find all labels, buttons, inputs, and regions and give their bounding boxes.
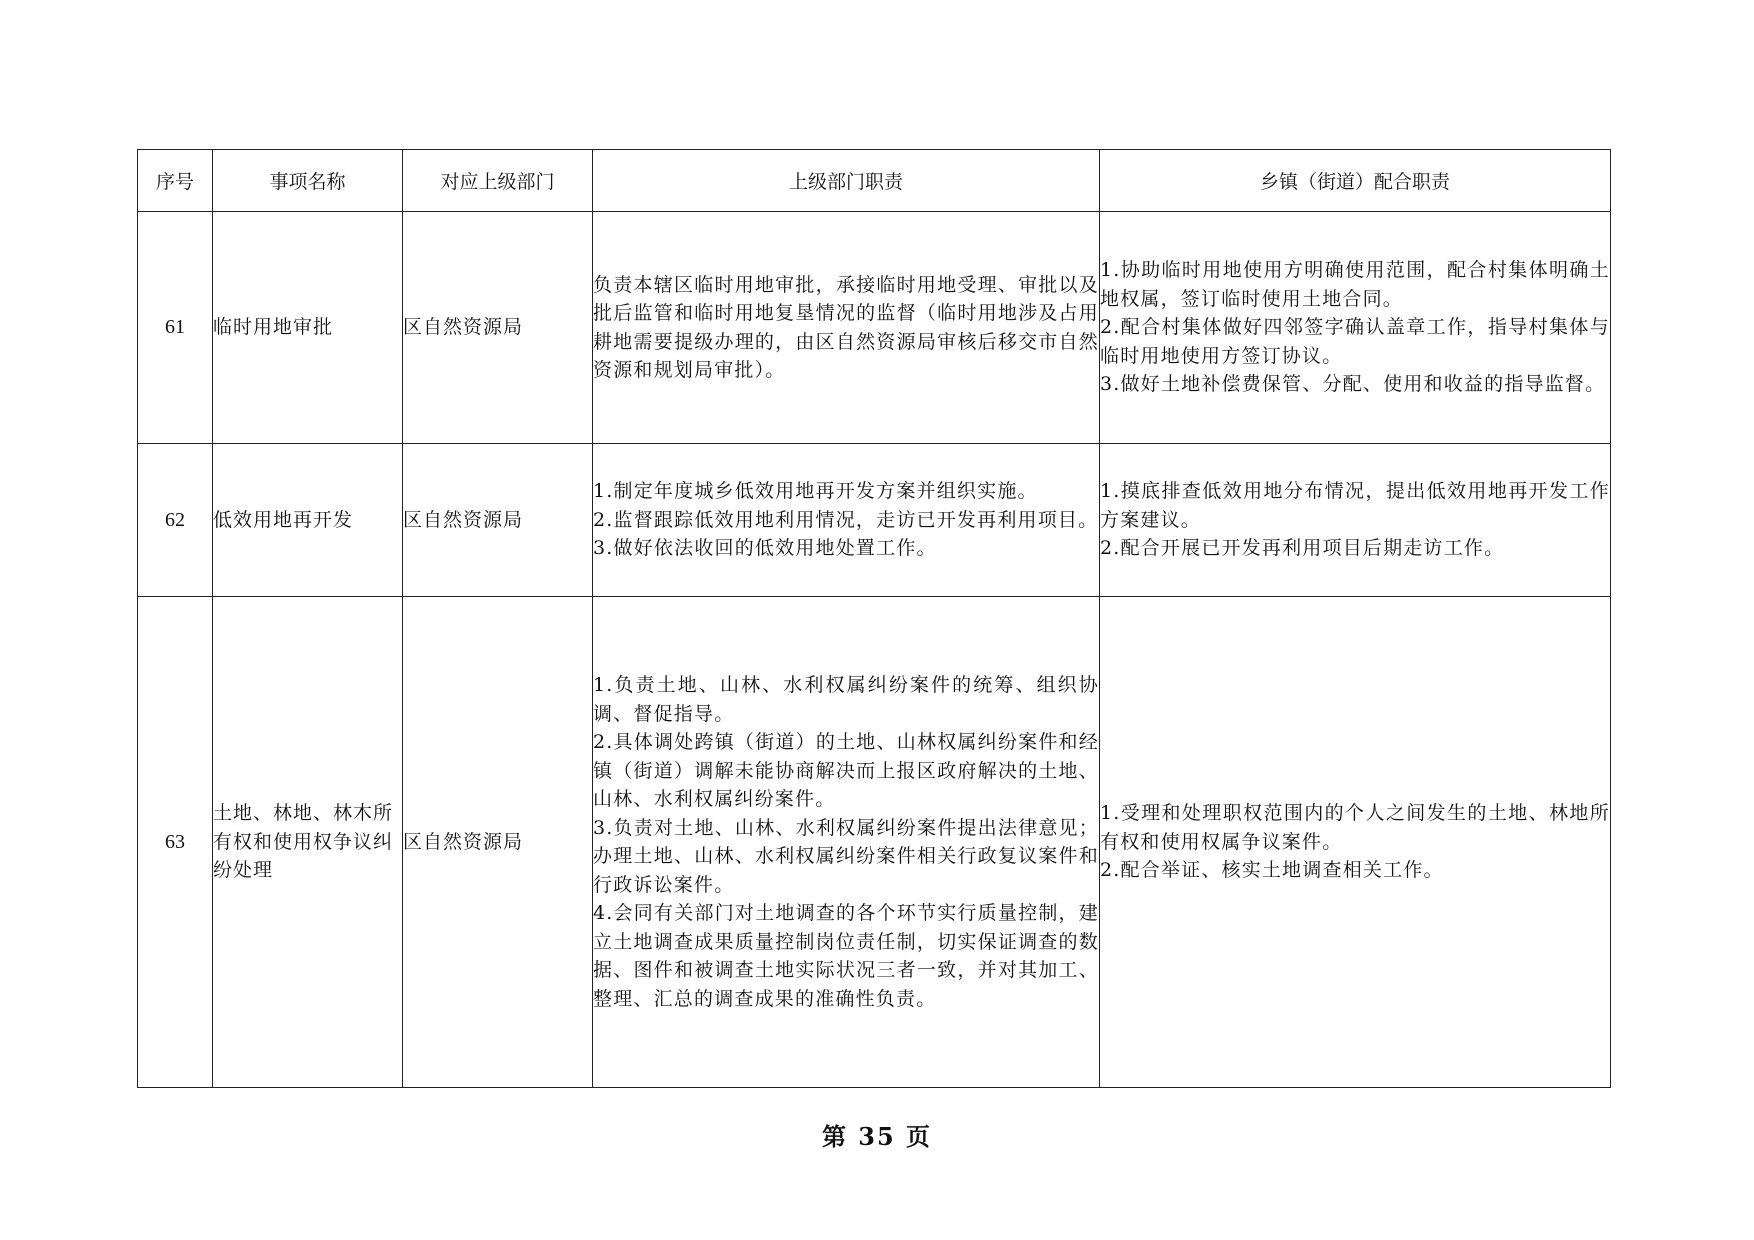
upper-duty-item: 2.具体调处跨镇（街道）的土地、山林权属纠纷案件和经镇（街道）调解未能协商解决而上报区政府解决的土地、山林、水利权属纠纷案件。	[593, 731, 1099, 810]
item-name: 土地、林地、林木所有权和使用权争议纠纷处理	[213, 597, 403, 1088]
upper-duty-item: 4.会同有关部门对土地调查的各个环节实行质量控制，建立土地调查成果质量控制岗位责任制，切实保证调查的数据、图件和被调查土地实际状况三者一致，并对其加工、整理、汇总的调查成果的准确性负责。	[593, 902, 1099, 1010]
town-duty-item: 3.做好土地补偿费保管、分配、使用和收益的指导监督。	[1100, 373, 1606, 396]
upper-duty: 负责本辖区临时用地审批，承接临时用地受理、审批以及批后监管和临时用地复垦情况的监督（临时用地涉及占用耕地需要提级办理的，由区自然资源局审核后移交市自然资源和规划局审批）。	[593, 212, 1100, 444]
header-name: 事项名称	[213, 150, 403, 212]
page-number: 第 35 页	[821, 1122, 933, 1151]
upper-duty-item: 1.制定年度城乡低效用地再开发方案并组织实施。	[593, 480, 1038, 503]
header-no: 序号	[138, 150, 213, 212]
upper-duty-item: 1.负责土地、山林、水利权属纠纷案件的统筹、组织协调、督促指导。	[593, 674, 1099, 725]
header-town-duty: 乡镇（街道）配合职责	[1100, 150, 1611, 212]
upper-duty-item: 2.监督跟踪低效用地利用情况，走访已开发再利用项目。	[593, 508, 1099, 531]
town-duty	[1100, 444, 1611, 597]
upper-duty	[593, 597, 1100, 1088]
town-duty-item: 2.配合开展已开发再利用项目后期走访工作。	[1100, 537, 1505, 560]
town-duty-item: 1.受理和处理职权范围内的个人之间发生的土地、林地所有权和使用权属争议案件。	[1100, 802, 1610, 853]
upper-duty-item: 3.负责对土地、山林、水利权属纠纷案件提出法律意见；办理土地、山林、水利权属纠纷案件相关行政复议案件和行政诉讼案件。	[593, 816, 1099, 896]
department: 区自然资源局	[403, 597, 593, 1088]
department: 区自然资源局	[403, 212, 593, 444]
town-duty-item: 2.配合举证、核实土地调查相关工作。	[1100, 859, 1444, 882]
header-dept: 对应上级部门	[403, 150, 593, 212]
table-row	[138, 597, 1611, 1088]
town-duty-item: 1.协助临时用地使用方明确使用范围，配合村集体明确土地权属，签订临时使用土地合同。	[1100, 259, 1610, 310]
row-number: 63	[138, 597, 213, 1088]
row-number: 61	[138, 212, 213, 444]
town-duty-item: 2.配合村集体做好四邻签字确认盖章工作，指导村集体与临时用地使用方签订协议。	[1100, 316, 1610, 367]
table-row	[138, 444, 1611, 597]
department: 区自然资源局	[403, 444, 593, 597]
table-header-row	[138, 150, 1611, 212]
header-upper-duty: 上级部门职责	[593, 150, 1100, 212]
duty-table	[137, 149, 1611, 1088]
table-row	[138, 212, 1611, 444]
town-duty-item: 1.摸底排查低效用地分布情况，提出低效用地再开发工作方案建议。	[1100, 480, 1610, 531]
upper-duty-item: 3.做好依法收回的低效用地处置工作。	[593, 537, 937, 560]
item-name: 临时用地审批	[213, 212, 403, 444]
town-duty	[1100, 212, 1611, 444]
upper-duty	[593, 444, 1100, 597]
item-name: 低效用地再开发	[213, 444, 403, 597]
town-duty	[1100, 597, 1611, 1088]
row-number: 62	[138, 444, 213, 597]
